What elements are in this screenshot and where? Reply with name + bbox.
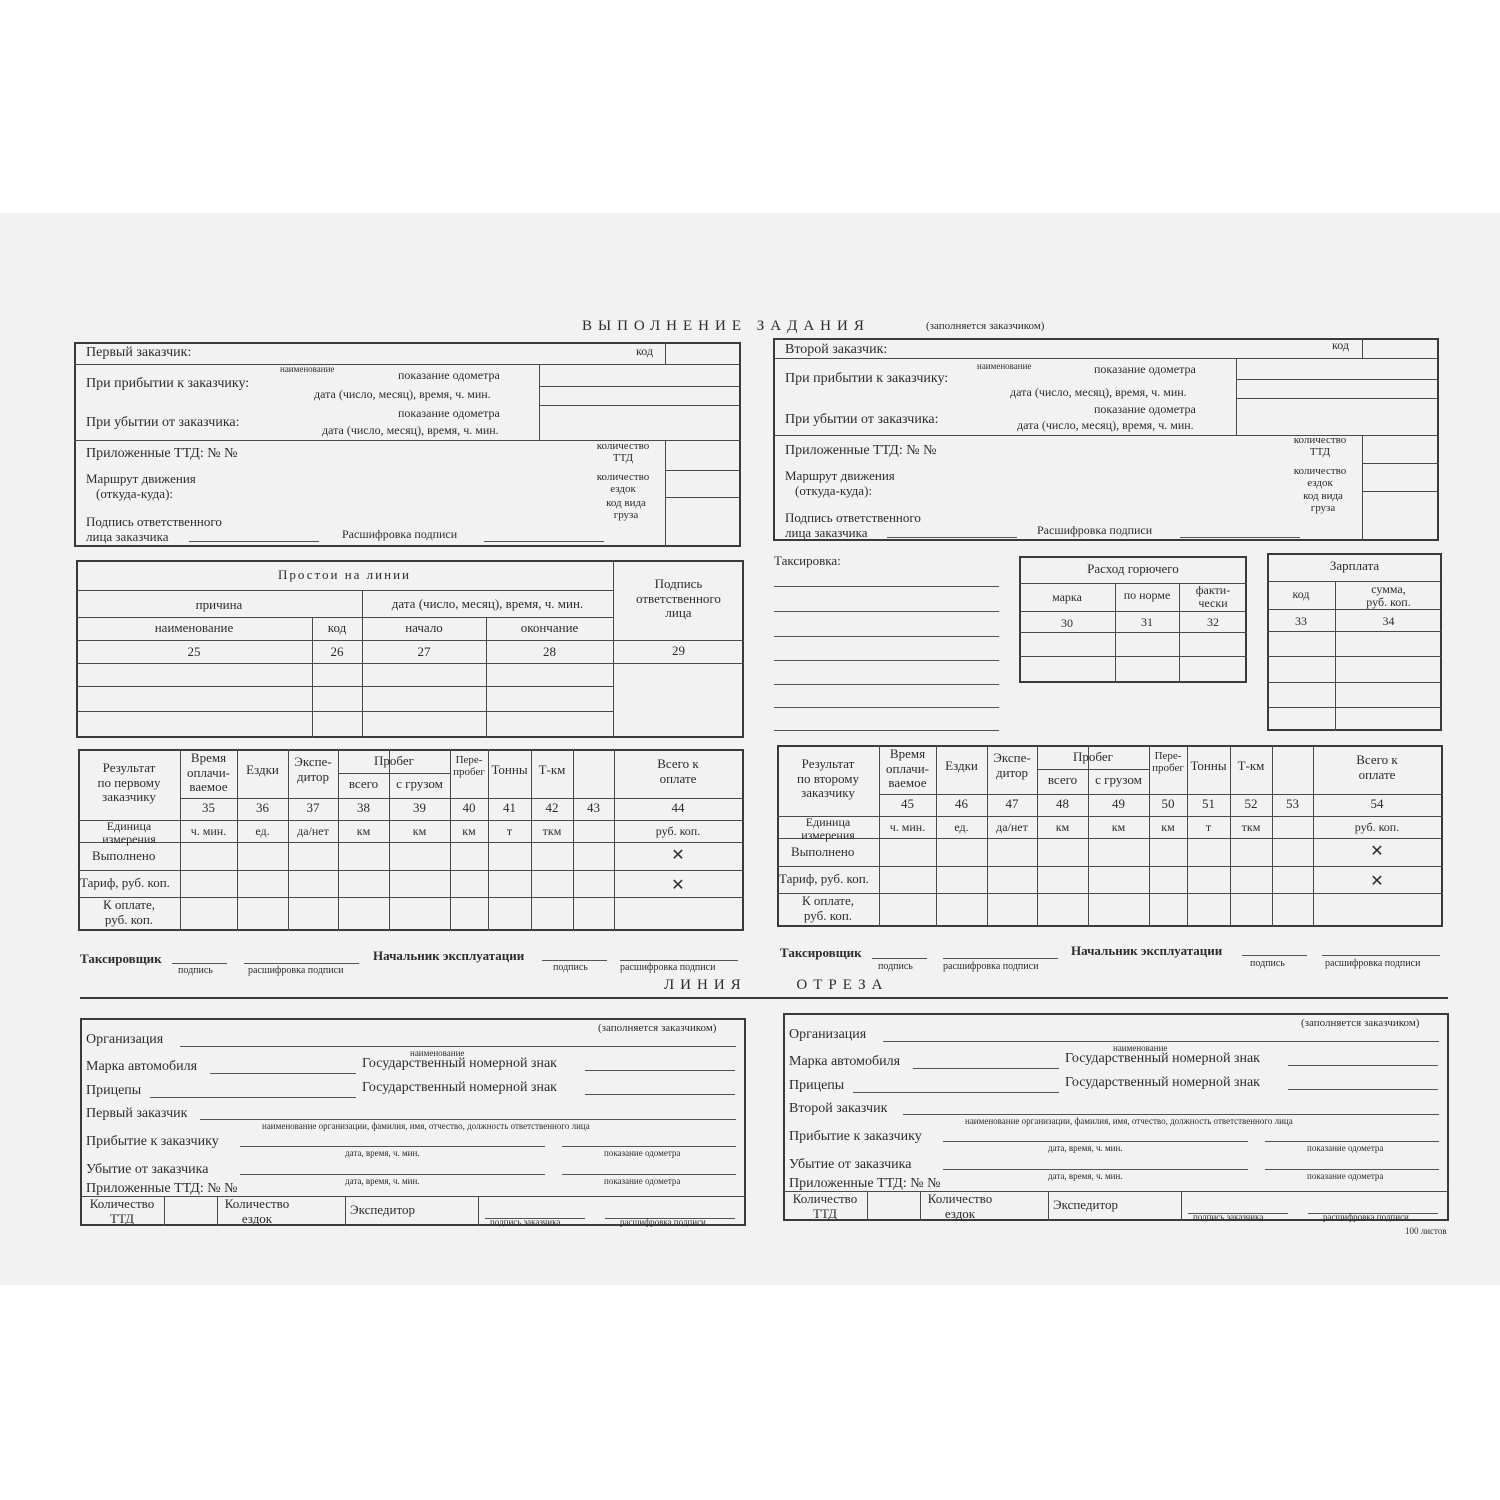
idle-num: 29 — [672, 643, 685, 658]
fuel-mark-header: марка — [1052, 590, 1082, 604]
salary-num: 34 — [1382, 614, 1395, 628]
customer2-qty-ttd: количество ТТД — [1293, 434, 1347, 459]
stub-trailers-label: Прицепы — [86, 1083, 142, 1098]
tons-header: Тонны — [491, 762, 528, 777]
stub-plate-label: Государственный номерной знак — [362, 1056, 557, 1071]
customer2-odo-hint: показание одометра — [1094, 362, 1196, 376]
trips-header: Ездки — [945, 758, 978, 773]
tons-header: Тонны — [1190, 758, 1227, 773]
idle-end-header: окончание — [520, 620, 579, 635]
cross-mark: ✕ — [1370, 843, 1384, 860]
rule-line — [777, 866, 1443, 867]
fuel-num: 32 — [1207, 615, 1219, 629]
unit-value: км — [462, 824, 476, 838]
unit-value: км — [1055, 820, 1070, 834]
idle-sign-header: Подпись ответственного лица — [636, 576, 721, 621]
column-number: 40 — [462, 800, 476, 815]
customer1-qty-ttd: количество ТТД — [596, 440, 650, 465]
stub-ttd-label: Приложенные ТТД: № № — [789, 1176, 941, 1191]
customer2-code-label: код — [1332, 338, 1349, 352]
stub-ttd-label: Приложенные ТТД: № № — [86, 1181, 238, 1196]
unit-value: т — [506, 824, 513, 838]
rule-line — [943, 1141, 1248, 1142]
column-number: 53 — [1286, 796, 1299, 811]
stub-plate-label: Государственный номерной знак — [1065, 1051, 1260, 1066]
column-number: 51 — [1202, 796, 1215, 811]
rule-line — [903, 1114, 1439, 1115]
taxer-sign-hint-1: подпись — [178, 965, 213, 976]
customer1-sign-label: Подпись ответственного лица заказчика — [86, 514, 222, 544]
unit-value: да/нет — [297, 824, 329, 838]
customer2-arrive-label: При прибытии к заказчику: — [785, 371, 949, 386]
unit-value: км — [412, 824, 427, 838]
stub-dt-hint: дата, время, ч. мин. — [1048, 1143, 1123, 1153]
rule-line — [240, 1146, 545, 1147]
idle-num: 26 — [330, 644, 344, 659]
unit-value: да/нет — [996, 820, 1028, 834]
unit-value: т — [1205, 820, 1212, 834]
unit-value: ч. мин. — [889, 820, 926, 834]
idle-title: Простои на линии — [278, 567, 411, 582]
customer2-label: Второй заказчик: — [785, 342, 888, 357]
customer1-odo-hint: показание одометра — [398, 368, 500, 382]
stub-dt-hint: дата, время, ч. мин. — [1048, 1171, 1123, 1181]
stub-sign-hint: подпись заказчика — [490, 1217, 561, 1227]
stub-qty-ttd: Количество ТТД — [792, 1191, 858, 1221]
customer1-label: Первый заказчик: — [86, 345, 192, 360]
fuel-norm-header: по норме — [1123, 588, 1171, 602]
idle-cause-header: причина — [195, 597, 243, 612]
rule-line — [78, 870, 744, 871]
customer2-leave-date-hint: дата (число, месяц), время, ч. мин. — [1017, 418, 1194, 432]
column-number: 38 — [357, 800, 370, 815]
rule-line — [883, 1041, 1439, 1042]
rule-line — [879, 794, 1443, 795]
stub-leave-label: Убытие от заказчика — [86, 1162, 209, 1177]
to-pay-label: К оплате, руб. коп. — [103, 897, 155, 927]
trips-header: Ездки — [246, 762, 279, 777]
unit-value: ткм — [1241, 820, 1261, 834]
stub-arrive-label: Прибытие к заказчику — [86, 1134, 219, 1149]
rule-line — [1272, 745, 1273, 927]
stub-customer-hint: наименование организации, фамилия, имя, отчество, должность ответственного лица — [262, 1121, 590, 1131]
rule-line — [200, 1119, 736, 1120]
tariff-label: Тариф, руб. коп. — [80, 875, 170, 890]
rule-line — [1181, 1191, 1182, 1221]
run-loaded-header: с грузом — [396, 776, 443, 791]
customer1-leave-label: При убытии от заказчика: — [86, 415, 240, 430]
run-loaded-header: с грузом — [1095, 772, 1142, 787]
run-total-header: всего — [1047, 772, 1078, 787]
stub-car-label: Марка автомобиля — [86, 1059, 198, 1074]
customer2-sign-label: Подпись ответственного лица заказчика — [785, 510, 921, 540]
fuel-num: 31 — [1141, 615, 1153, 629]
stub-odo-hint: показание одометра — [1307, 1171, 1384, 1181]
customer1-route-label: Маршрут движения (откуда-куда): — [86, 471, 196, 501]
result-header: Результат по второму заказчику — [796, 756, 859, 801]
stub-expeditor-label: Экспедитор — [1053, 1197, 1118, 1212]
unit-value: км — [1111, 820, 1126, 834]
chief-sign-hint-2: подпись — [1250, 958, 1285, 969]
stub-trailers-label: Прицепы — [789, 1078, 845, 1093]
stub-odo-hint: показание одометра — [604, 1148, 681, 1158]
idle-name-header: наименование — [154, 620, 234, 635]
column-number: 37 — [306, 800, 320, 815]
stub-customer-label: Первый заказчик — [86, 1106, 188, 1121]
cut-line-label: ЛИНИЯ ОТРЕЗА — [664, 977, 889, 993]
footer-sheets: 100 листов — [1405, 1226, 1447, 1236]
customer1-date-hint: дата (число, месяц), время, ч. мин. — [314, 387, 491, 401]
run-header: Пробег — [374, 753, 414, 768]
stub-customer-label: Второй заказчик — [789, 1101, 888, 1116]
column-number: 45 — [901, 796, 914, 811]
rule-line — [585, 1094, 735, 1095]
run-header: Пробег — [1073, 749, 1113, 764]
result-header: Результат по первому заказчику — [97, 760, 161, 805]
unit-label: Единица измерения — [102, 819, 156, 847]
tkm-header: Т-км — [1237, 758, 1265, 773]
stub-customer-hint: наименование организации, фамилия, имя, отчество, должность ответственного лица — [965, 1116, 1293, 1126]
salary-num: 33 — [1295, 614, 1307, 628]
customer2-trips: количество ездок — [1293, 465, 1347, 490]
rule-line — [1048, 1191, 1049, 1221]
expeditor-header: Экспе- дитор — [993, 750, 1031, 780]
customer1-name-hint: наименование — [280, 364, 335, 374]
stub-dt-hint: дата, время, ч. мин. — [345, 1148, 420, 1158]
stub-note: (заполняется заказчиком) — [1301, 1017, 1420, 1029]
unit-value: руб. коп. — [655, 824, 701, 838]
stub-car-label: Марка автомобиля — [789, 1054, 901, 1069]
rule-line — [562, 1174, 736, 1175]
rule-line — [180, 798, 744, 799]
pay-total-header: Всего к оплате — [657, 756, 699, 786]
column-number: 54 — [1370, 796, 1384, 811]
fuel-fact-header: факти- чески — [1195, 583, 1231, 611]
taxer-decode-hint-2: расшифровка подписи — [943, 961, 1039, 972]
rerun-header: Пере- пробег — [453, 754, 485, 779]
rule-line — [345, 1196, 346, 1226]
column-number: 49 — [1112, 796, 1125, 811]
rule-line — [338, 773, 450, 774]
tkm-header: Т-км — [538, 762, 566, 777]
unit-value: ед. — [954, 820, 969, 834]
chief-sign-hint-1: подпись — [553, 962, 588, 973]
chief-decode-hint-2: расшифровка подписи — [1325, 958, 1421, 969]
column-number: 48 — [1056, 796, 1069, 811]
cross-mark: ✕ — [671, 877, 685, 894]
customer1-leave-date-hint: дата (число, месяц), время, ч. мин. — [322, 423, 499, 437]
rule-line — [210, 1073, 356, 1074]
stub-odo-hint: показание одометра — [604, 1176, 681, 1186]
rule-line — [867, 1191, 868, 1221]
column-number: 35 — [202, 800, 215, 815]
column-number: 36 — [256, 800, 269, 815]
chief-label-2: Начальник эксплуатации — [1071, 943, 1223, 958]
pay-total-header: Всего к оплате — [1356, 752, 1398, 782]
unit-value: км — [1161, 820, 1175, 834]
customer2-cargo-code: код вида груза — [1303, 490, 1343, 515]
column-number: 50 — [1161, 796, 1175, 811]
rule-line — [1037, 769, 1149, 770]
customer2-date-hint: дата (число, месяц), время, ч. мин. — [1010, 385, 1187, 399]
rerun-header: Пере- пробег — [1152, 750, 1184, 775]
stub-leave-label: Убытие от заказчика — [789, 1157, 912, 1172]
rule-line — [164, 1196, 165, 1226]
idle-num: 27 — [417, 644, 431, 659]
stub-decode-hint: расшифровка подписи — [620, 1217, 706, 1227]
idle-code-header: код — [327, 620, 347, 635]
rule-line — [478, 1196, 479, 1226]
unit-value: ед. — [255, 824, 270, 838]
cross-mark: ✕ — [671, 847, 685, 864]
stub-qty-trips: Количество ездок — [224, 1196, 290, 1226]
stub-qty-trips: Количество ездок — [927, 1191, 993, 1221]
customer2-decode-label: Расшифровка подписи — [1037, 523, 1153, 537]
stub-plate-label: Государственный номерной знак — [1065, 1075, 1260, 1090]
fuel-title: Расход горючего — [1087, 561, 1179, 576]
rule-line — [1288, 1089, 1438, 1090]
cut-line — [80, 997, 1448, 999]
customer1-trips: количество ездок — [596, 471, 650, 496]
column-number: 42 — [545, 800, 559, 815]
column-number: 43 — [587, 800, 600, 815]
idle-num: 25 — [187, 644, 201, 659]
rule-line — [913, 1068, 1059, 1069]
rule-line — [943, 1169, 1248, 1170]
column-number: 46 — [955, 796, 968, 811]
stub-sign-hint: подпись заказчика — [1193, 1212, 1264, 1222]
customer1-leave-odo-hint: показание одометра — [398, 406, 500, 420]
taxer-label-2: Таксировщик — [780, 945, 862, 960]
rule-line — [1288, 1065, 1438, 1066]
chief-label-1: Начальник эксплуатации — [373, 948, 525, 963]
customer2-leave-odo-hint: показание одометра — [1094, 402, 1196, 416]
stub-dt-hint: дата, время, ч. мин. — [345, 1176, 420, 1186]
stub-org-label: Организация — [789, 1027, 867, 1042]
column-number: 41 — [503, 800, 516, 815]
rule-line — [1265, 1141, 1439, 1142]
run-total-header: всего — [348, 776, 379, 791]
customer2-name-hint: наименование — [977, 361, 1032, 371]
stub-name-hint: наименование — [1113, 1043, 1168, 1053]
taxer-decode-hint-1: расшифровка подписи — [248, 965, 344, 976]
column-number: 39 — [413, 800, 426, 815]
customer1-decode-label: Расшифровка подписи — [342, 527, 458, 541]
column-number: 52 — [1244, 796, 1258, 811]
customer2-leave-label: При убытии от заказчика: — [785, 412, 939, 427]
unit-label: Единица измерения — [801, 815, 855, 843]
form-title: ВЫПОЛНЕНИЕ ЗАДАНИЯ — [582, 318, 870, 334]
stub-plate-label: Государственный номерной знак — [362, 1080, 557, 1095]
customer1-code-label: код — [636, 344, 653, 358]
header-note: (заполняется заказчиком) — [926, 320, 1045, 332]
column-number: 44 — [671, 800, 685, 815]
time-header: Время оплачи- ваемое — [885, 746, 930, 791]
expeditor-header: Экспе- дитор — [294, 754, 332, 784]
unit-value: км — [356, 824, 371, 838]
taxer-sign-hint-2: подпись — [878, 961, 913, 972]
taxing-label: Таксировка: — [774, 553, 841, 568]
rule-line — [240, 1174, 545, 1175]
stub-odo-hint: показание одометра — [1307, 1143, 1384, 1153]
rule-line — [1265, 1169, 1439, 1170]
unit-value: руб. коп. — [1354, 820, 1400, 834]
unit-value: ч. мин. — [190, 824, 227, 838]
column-number: 47 — [1005, 796, 1019, 811]
rule-line — [562, 1146, 736, 1147]
stub-expeditor-label: Экспедитор — [350, 1202, 415, 1217]
customer1-arrive-label: При прибытии к заказчику: — [86, 376, 250, 391]
rule-line — [573, 749, 574, 931]
stub-org-label: Организация — [86, 1032, 164, 1047]
stub-qty-ttd: Количество ТТД — [89, 1196, 155, 1226]
idle-num: 28 — [543, 644, 556, 659]
stub-name-hint: наименование — [410, 1048, 465, 1058]
to-pay-label: К оплате, руб. коп. — [802, 893, 854, 923]
stub-arrive-label: Прибытие к заказчику — [789, 1129, 922, 1144]
unit-value: ткм — [542, 824, 562, 838]
done-label: Выполнено — [92, 848, 156, 863]
rule-line — [180, 1046, 736, 1047]
customer1-cargo-code: код вида груза — [606, 497, 646, 522]
stub-decode-hint: расшифровка подписи — [1323, 1212, 1409, 1222]
customer2-ttd-label: Приложенные ТТД: № № — [785, 443, 937, 458]
tariff-label: Тариф, руб. коп. — [779, 871, 869, 886]
rule-line — [853, 1092, 1059, 1093]
chief-decode-hint-1: расшифровка подписи — [620, 962, 716, 973]
idle-datetime-header: дата (число, месяц), время, ч. мин. — [391, 596, 584, 611]
time-header: Время оплачи- ваемое — [186, 750, 231, 795]
stub-note: (заполняется заказчиком) — [598, 1022, 717, 1034]
taxer-label-1: Таксировщик — [80, 951, 162, 966]
salary-code-header: код — [1292, 587, 1310, 601]
customer1-ttd-label: Приложенные ТТД: № № — [86, 446, 238, 461]
customer2-route-label: Маршрут движения (откуда-куда): — [785, 468, 895, 498]
done-label: Выполнено — [791, 844, 855, 859]
rule-line — [150, 1097, 356, 1098]
salary-sum-header: сумма, руб. коп. — [1366, 582, 1411, 610]
cross-mark: ✕ — [1370, 873, 1384, 890]
idle-start-header: начало — [405, 620, 443, 635]
fuel-num: 30 — [1061, 616, 1073, 630]
salary-title: Зарплата — [1329, 558, 1380, 573]
rule-line — [585, 1070, 735, 1071]
